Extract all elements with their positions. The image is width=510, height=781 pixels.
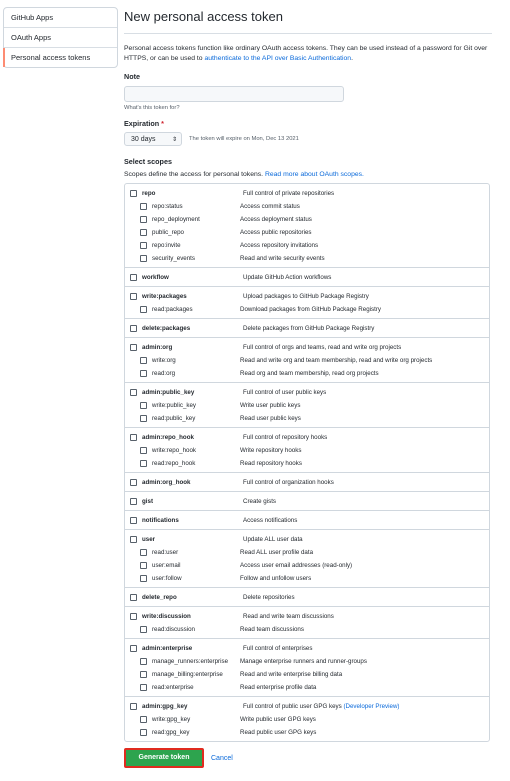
scope-group bbox=[125, 492, 489, 511]
scope-description: Read ALL user profile data bbox=[240, 549, 314, 556]
scope-description: Write repository hooks bbox=[240, 447, 302, 454]
scope-sub-row bbox=[125, 252, 489, 265]
scope-description bbox=[243, 190, 334, 197]
scope-checkbox[interactable] bbox=[140, 684, 147, 691]
scope-name: repo bbox=[142, 190, 156, 197]
expiration-select[interactable] bbox=[124, 132, 182, 146]
scope-group bbox=[125, 588, 489, 607]
intro-text bbox=[124, 44, 489, 63]
scope-description: Write public user GPG keys bbox=[240, 716, 316, 723]
scope-desc-text: Full control of private repositories bbox=[243, 190, 335, 197]
scope-description: Access user email addresses (read-only) bbox=[240, 562, 353, 569]
scope-checkbox[interactable] bbox=[140, 203, 147, 210]
scope-checkbox[interactable] bbox=[140, 626, 147, 633]
scope-sub-row bbox=[125, 213, 489, 226]
scope-description bbox=[243, 517, 297, 524]
scope-description: Read public user GPG keys bbox=[240, 729, 317, 736]
scope-row bbox=[125, 187, 489, 200]
scope-checkbox[interactable] bbox=[130, 645, 137, 652]
scope-description: Access repository invitations bbox=[240, 242, 319, 249]
scope-row bbox=[125, 341, 489, 354]
sidebar-item-oauth-apps[interactable]: OAuth Apps bbox=[4, 28, 117, 48]
scope-sub-row bbox=[125, 572, 489, 585]
scope-description bbox=[243, 498, 276, 505]
scope-name: security_events bbox=[152, 255, 195, 262]
scope-group bbox=[125, 268, 489, 287]
scopes-description bbox=[124, 171, 492, 178]
scope-sub-row bbox=[125, 668, 489, 681]
cancel-link[interactable]: Cancel bbox=[211, 754, 233, 762]
scope-sub-row bbox=[125, 354, 489, 367]
scope-name: workflow bbox=[142, 274, 169, 281]
scope-name: admin:org bbox=[142, 344, 173, 351]
scope-checkbox[interactable] bbox=[140, 729, 147, 736]
scope-group bbox=[125, 338, 489, 383]
scope-name: write:gpg_key bbox=[152, 716, 191, 723]
scope-checkbox[interactable] bbox=[140, 216, 147, 223]
scope-row bbox=[125, 322, 489, 335]
scope-description: Read team discussions bbox=[240, 626, 304, 633]
required-mark: * bbox=[161, 119, 164, 128]
scope-row bbox=[125, 610, 489, 623]
scope-group bbox=[125, 383, 489, 428]
scope-row bbox=[125, 642, 489, 655]
scope-name: admin:public_key bbox=[142, 389, 195, 396]
oauth-scopes-link[interactable]: Read more about OAuth scopes. bbox=[264, 171, 364, 178]
scope-desc-text: Full control of repository hooks bbox=[243, 434, 328, 441]
scope-checkbox[interactable] bbox=[130, 703, 137, 710]
scope-desc-text: Full control of organization hooks bbox=[243, 479, 334, 486]
expiration-note: The token will expire on Mon, Dec 13 2021 bbox=[189, 136, 299, 142]
scopes-label: Select scopes bbox=[124, 157, 172, 166]
scope-name: repo_deployment bbox=[152, 216, 200, 223]
scope-description bbox=[243, 479, 334, 486]
up-down-chevron-icon: ⇕ bbox=[171, 137, 177, 143]
scope-group bbox=[125, 473, 489, 492]
scope-name: gist bbox=[142, 498, 154, 505]
scope-checkbox[interactable] bbox=[130, 613, 137, 620]
scope-sub-row bbox=[125, 713, 489, 726]
scope-checkbox[interactable] bbox=[140, 658, 147, 665]
scope-checkbox[interactable] bbox=[140, 716, 147, 723]
scope-name: delete_repo bbox=[142, 594, 177, 601]
scope-desc-text: Full control of public user GPG keys bbox=[243, 703, 342, 710]
scope-checkbox[interactable] bbox=[140, 562, 147, 569]
scope-name: admin:gpg_key bbox=[142, 703, 188, 710]
scope-sub-row bbox=[125, 681, 489, 694]
scope-sub-row bbox=[125, 623, 489, 636]
scope-description bbox=[243, 344, 401, 351]
note-hint: What's this token for? bbox=[124, 105, 180, 111]
form-actions bbox=[124, 748, 492, 768]
scopes-desc-text: Scopes define the access for personal tokens. bbox=[124, 171, 265, 178]
scope-checkbox[interactable] bbox=[130, 274, 137, 281]
scope-checkbox[interactable] bbox=[130, 389, 137, 396]
scope-sub-row bbox=[125, 200, 489, 213]
scope-name: delete:packages bbox=[142, 325, 191, 332]
expiration-label bbox=[124, 119, 492, 128]
scope-description bbox=[243, 389, 326, 396]
scope-name: public_repo bbox=[152, 229, 184, 236]
scope-checkbox[interactable] bbox=[130, 434, 137, 441]
note-label: Note bbox=[124, 72, 140, 81]
scope-sub-row bbox=[125, 444, 489, 457]
sidebar-item-github-apps[interactable]: GitHub Apps bbox=[4, 8, 117, 28]
scope-description bbox=[243, 613, 334, 620]
scope-name: user:email bbox=[152, 562, 181, 569]
scope-description: Read user public keys bbox=[240, 415, 301, 422]
scope-group bbox=[125, 319, 489, 338]
generate-token-button[interactable]: Generate token bbox=[124, 748, 204, 768]
scope-desc-text: Update ALL user data bbox=[243, 536, 303, 543]
scope-description: Read enterprise profile data bbox=[240, 684, 317, 691]
scope-checkbox[interactable] bbox=[130, 594, 137, 601]
scope-row bbox=[125, 533, 489, 546]
scope-group bbox=[125, 511, 489, 530]
scope-sub-row bbox=[125, 226, 489, 239]
scope-checkbox[interactable] bbox=[140, 370, 147, 377]
scope-desc-text: Delete packages from GitHub Package Registry bbox=[243, 325, 375, 332]
scope-row bbox=[125, 514, 489, 527]
scope-description: Write user public keys bbox=[240, 402, 301, 409]
scope-description: Access commit status bbox=[240, 203, 300, 210]
scope-name: read:org bbox=[152, 370, 176, 377]
scope-group bbox=[125, 287, 489, 319]
scope-name: read:gpg_key bbox=[152, 729, 190, 736]
scope-row bbox=[125, 591, 489, 604]
main-content bbox=[124, 0, 492, 768]
scopes-table bbox=[124, 183, 490, 742]
scope-row bbox=[125, 290, 489, 303]
scope-description: Read and write enterprise billing data bbox=[240, 671, 343, 678]
scope-name: repo:invite bbox=[152, 242, 181, 249]
scope-checkbox[interactable] bbox=[140, 229, 147, 236]
scope-name: read:discussion bbox=[152, 626, 195, 633]
scope-description bbox=[243, 293, 369, 300]
scope-checkbox[interactable] bbox=[130, 536, 137, 543]
scope-description: Download packages from GitHub Package Registry bbox=[240, 306, 382, 313]
scope-description: Access public repositories bbox=[240, 229, 312, 236]
scope-desc-text: Update GitHub Action workflows bbox=[243, 274, 332, 281]
scope-checkbox[interactable] bbox=[140, 242, 147, 249]
scope-description bbox=[243, 703, 400, 710]
scope-checkbox[interactable] bbox=[140, 255, 147, 262]
scope-description: Read org and team membership, read org projects bbox=[240, 370, 379, 377]
scope-checkbox[interactable] bbox=[140, 415, 147, 422]
scope-row bbox=[125, 476, 489, 489]
scope-row bbox=[125, 271, 489, 284]
scope-name: write:packages bbox=[142, 293, 187, 300]
scope-sub-row bbox=[125, 726, 489, 739]
scope-description: Read and write security events bbox=[240, 255, 325, 262]
scope-description: Read and write org and team membership, read and write org projects bbox=[240, 357, 433, 364]
scope-checkbox[interactable] bbox=[130, 498, 137, 505]
scope-sub-row bbox=[125, 412, 489, 425]
scope-desc-text: Access notifications bbox=[243, 517, 298, 524]
scope-checkbox[interactable] bbox=[140, 402, 147, 409]
scope-name: read:user bbox=[152, 549, 179, 556]
scope-description bbox=[243, 536, 303, 543]
scope-description: Follow and unfollow users bbox=[240, 575, 312, 582]
scope-sub-row bbox=[125, 239, 489, 252]
scope-name: user bbox=[142, 536, 156, 543]
scope-checkbox[interactable] bbox=[140, 671, 147, 678]
scope-group bbox=[125, 697, 489, 741]
scope-name: admin:org_hook bbox=[142, 479, 191, 486]
expiration-label-text: Expiration bbox=[124, 119, 160, 128]
scope-description: Access deployment status bbox=[240, 216, 312, 223]
scope-name: manage_billing:enterprise bbox=[152, 671, 223, 678]
scope-checkbox[interactable] bbox=[130, 517, 137, 524]
scope-desc-text: Full control of enterprises bbox=[243, 645, 313, 652]
scope-checkbox[interactable] bbox=[140, 306, 147, 313]
scope-checkbox[interactable] bbox=[130, 293, 137, 300]
scope-checkbox[interactable] bbox=[130, 190, 137, 197]
scope-sub-row bbox=[125, 655, 489, 668]
scope-name: write:repo_hook bbox=[152, 447, 197, 454]
scope-checkbox[interactable] bbox=[140, 460, 147, 467]
scope-name: admin:repo_hook bbox=[142, 434, 194, 441]
scope-desc-text: Read and write team discussions bbox=[243, 613, 334, 620]
scope-name: notifications bbox=[142, 517, 179, 524]
scope-checkbox[interactable] bbox=[140, 357, 147, 364]
expiration-selected-value: 30 days bbox=[131, 136, 156, 143]
scope-checkbox[interactable] bbox=[130, 325, 137, 332]
scope-sub-row bbox=[125, 546, 489, 559]
scope-name: admin:enterprise bbox=[142, 645, 193, 652]
scope-row bbox=[125, 431, 489, 444]
scope-name: write:public_key bbox=[152, 402, 197, 409]
scope-name: read:packages bbox=[152, 306, 193, 313]
scope-description bbox=[243, 645, 312, 652]
developer-preview-link[interactable]: (Developer Preview) bbox=[343, 703, 400, 710]
scope-description: Read repository hooks bbox=[240, 460, 302, 467]
scope-desc-text: Create gists bbox=[243, 498, 277, 505]
expiration-row bbox=[124, 132, 492, 146]
scope-row bbox=[125, 386, 489, 399]
scope-checkbox[interactable] bbox=[130, 479, 137, 486]
scope-checkbox[interactable] bbox=[140, 575, 147, 582]
scope-group bbox=[125, 184, 489, 268]
page-title: New personal access token bbox=[124, 0, 492, 34]
scope-name: write:org bbox=[152, 357, 176, 364]
scope-group bbox=[125, 639, 489, 697]
scope-desc-text: Full control of orgs and teams, read and write org projects bbox=[243, 344, 402, 351]
scope-name: read:repo_hook bbox=[152, 460, 196, 467]
scope-group bbox=[125, 530, 489, 588]
scope-description bbox=[243, 325, 374, 332]
scope-group bbox=[125, 428, 489, 473]
scope-checkbox[interactable] bbox=[140, 447, 147, 454]
scope-sub-row bbox=[125, 457, 489, 470]
scope-sub-row bbox=[125, 303, 489, 316]
scope-name: manage_runners:enterprise bbox=[152, 658, 229, 665]
scope-name: user:follow bbox=[152, 575, 182, 582]
scope-description bbox=[243, 594, 295, 601]
intro-body: Personal access tokens function like ordinary OAuth access tokens. They can be used instead of a password for Git over HTTPS, or can be used to bbox=[124, 45, 488, 62]
scope-name: repo:status bbox=[152, 203, 183, 210]
note-input[interactable] bbox=[124, 86, 344, 102]
scope-checkbox[interactable] bbox=[130, 344, 137, 351]
scope-group bbox=[125, 607, 489, 639]
scope-row bbox=[125, 700, 489, 713]
scope-sub-row bbox=[125, 399, 489, 412]
sidebar-item-personal-access-tokens[interactable]: Personal access tokens bbox=[4, 48, 117, 67]
intro-end: . bbox=[351, 54, 353, 62]
scope-desc-text: Delete repositories bbox=[243, 594, 295, 601]
basic-auth-link[interactable]: authenticate to the API over Basic Authentication bbox=[204, 54, 352, 62]
settings-sidebar bbox=[3, 7, 118, 68]
scope-desc-text: Upload packages to GitHub Package Registry bbox=[243, 293, 369, 300]
scope-description bbox=[243, 434, 327, 441]
scope-name: read:enterprise bbox=[152, 684, 194, 691]
scope-sub-row bbox=[125, 559, 489, 572]
scope-checkbox[interactable] bbox=[140, 549, 147, 556]
scope-description: Manage enterprise runners and runner-groups bbox=[240, 658, 367, 665]
scope-sub-row bbox=[125, 367, 489, 380]
scope-name: write:discussion bbox=[142, 613, 191, 620]
scope-row bbox=[125, 495, 489, 508]
scope-desc-text: Full control of user public keys bbox=[243, 389, 327, 396]
scope-name: read:public_key bbox=[152, 415, 196, 422]
scope-description bbox=[243, 274, 331, 281]
